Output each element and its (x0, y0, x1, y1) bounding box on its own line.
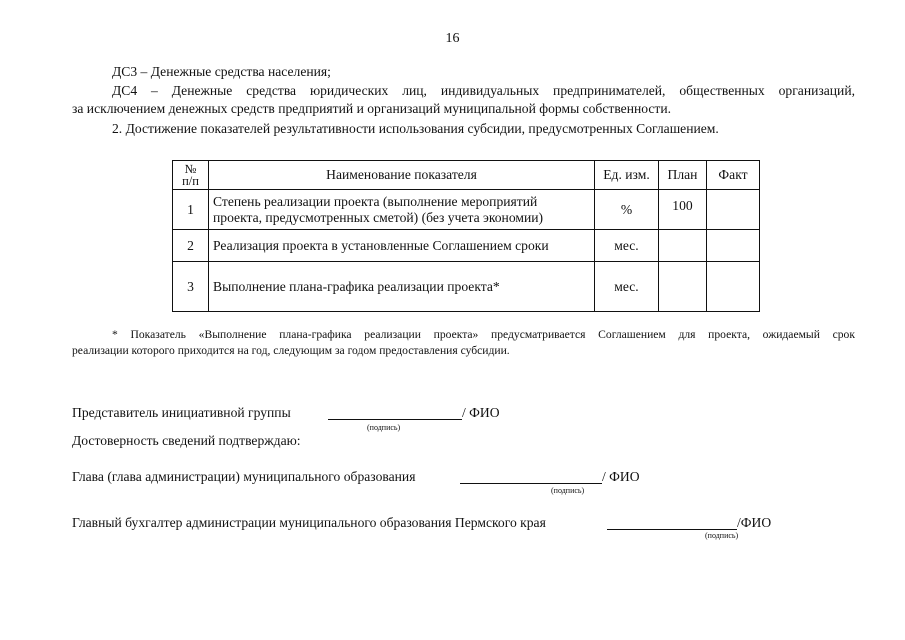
row-number: 1 (173, 190, 209, 230)
row-indicator-name: Реализация проекта в установленные Соглашением сроки (209, 230, 595, 262)
confirmation-label: Достоверность сведений подтверждаю: (72, 433, 301, 448)
header-number-symbol: № (184, 162, 197, 176)
ds3-definition: ДС3 – Денежные средства населения; (112, 64, 331, 79)
row-plan (659, 230, 707, 262)
header-number-abbrev: п/п (182, 174, 199, 188)
ds4-definition-line2: за исключением денежных средств предприятий и организаций муниципальной формы собственности. (72, 101, 672, 116)
ds4-definition-line1: ДС4 – Денежные средства юридических лиц, индивидуальных предпринимателей, общественных организаций, (112, 83, 855, 98)
row-indicator-name-line2: проекта, предусмотренных сметой) (без учета экономии) (213, 209, 544, 225)
representative-label: Представитель инициативной группы (72, 405, 291, 420)
table-row (173, 230, 760, 262)
header-unit: Ед. изм. (595, 161, 659, 190)
header-number (173, 161, 209, 190)
row-plan: 100 (659, 190, 707, 230)
row-number: 3 (173, 262, 209, 312)
row-unit: % (595, 190, 659, 230)
row-unit: мес. (595, 230, 659, 262)
indicators-table (172, 160, 760, 312)
head-signature-caption: (подпись) (551, 486, 585, 495)
row-indicator-name-line1: Степень реализации проекта (выполнение мероприятий (213, 193, 538, 209)
row-number: 2 (173, 230, 209, 262)
table-header-row (173, 161, 760, 190)
page-number: 16 (445, 31, 460, 46)
head-fio: / ФИО (602, 469, 640, 484)
row-indicator-name: Выполнение плана-графика реализации проекта* (209, 262, 595, 312)
head-label: Глава (глава администрации) муниципального образования (72, 469, 416, 484)
row-fact (707, 262, 760, 312)
row-unit: мес. (595, 262, 659, 312)
table-row (173, 190, 760, 230)
header-fact: Факт (707, 161, 760, 190)
row-fact (707, 190, 760, 230)
row-indicator-name (209, 190, 595, 230)
footnote-line1: * Показатель «Выполнение плана-графика реализации проекта» предусматривается Соглашением для проекта, ожидаемый срок (112, 328, 855, 341)
accountant-fio: /ФИО (737, 515, 772, 530)
header-indicator-name: Наименование показателя (209, 161, 595, 190)
row-fact (707, 230, 760, 262)
accountant-label: Главный бухгалтер администрации муниципального образования Пермского края (72, 515, 546, 530)
representative-signature-line[interactable] (328, 405, 462, 425)
header-plan: План (659, 161, 707, 190)
section-2-heading: 2. Достижение показателей результативности использования субсидии, предусмотренных Соглашением. (112, 121, 719, 136)
representative-fio: / ФИО (462, 405, 500, 420)
table-row (173, 262, 760, 312)
row-plan (659, 262, 707, 312)
footnote-line2: реализации которого приходится на год, следующим за годом предоставления субсидии. (72, 344, 510, 357)
accountant-signature-caption: (подпись) (705, 531, 739, 540)
representative-signature-caption: (подпись) (367, 423, 401, 432)
